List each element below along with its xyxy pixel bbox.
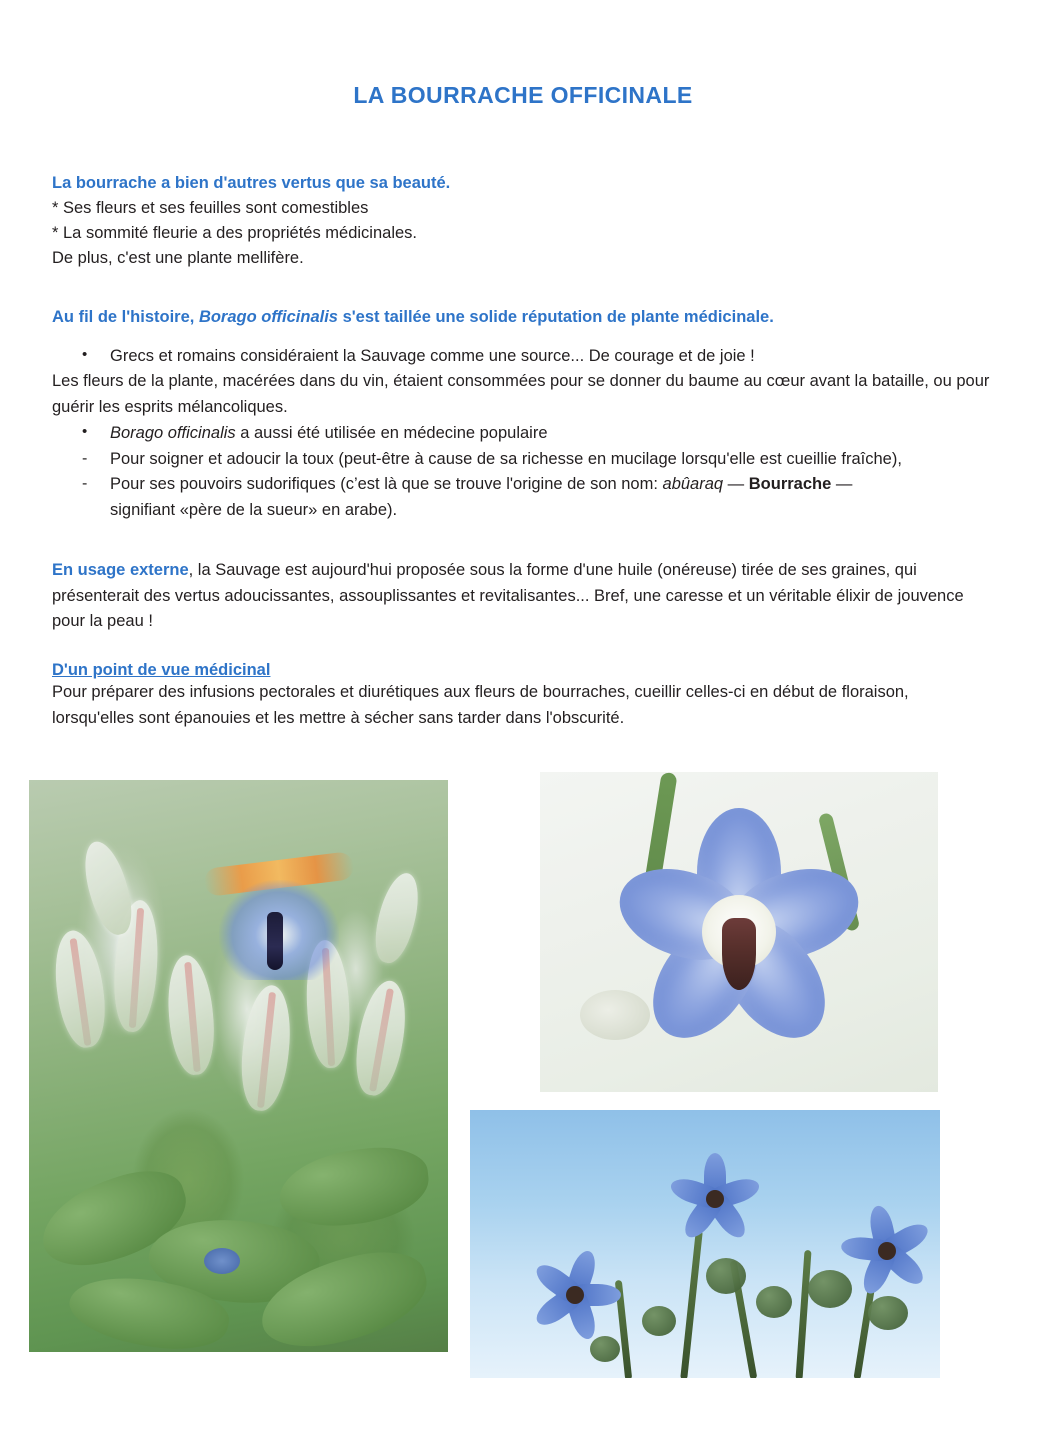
photo-sky-flower-1 bbox=[670, 1154, 760, 1244]
history-bullet-1: • Grecs et romains considéraient la Sauvage comme une source... De courage et de joie ! bbox=[52, 344, 994, 370]
external-use-paragraph bbox=[52, 558, 994, 635]
history-bullet-2 bbox=[52, 421, 994, 447]
photo-borage-closeup bbox=[540, 772, 938, 1092]
history-dash-2-line2: signifiant «père de la sueur» en arabe). bbox=[110, 501, 398, 520]
history-dash-2-dash: — bbox=[723, 475, 749, 494]
photo-closeup-anther-cone bbox=[722, 918, 756, 990]
history-dash-2-part1: Pour ses pouvoirs sudorifiques (c’est là que se trouve l'origine de son nom: bbox=[110, 475, 663, 494]
history-dash-2-arabic: abûaraq bbox=[662, 475, 724, 494]
lead-section bbox=[52, 171, 994, 271]
medical-heading: D'un point de vue médicinal bbox=[52, 661, 271, 680]
history-bullet-2-species: Borago officinalis bbox=[110, 423, 236, 442]
photo-closeup-bud bbox=[580, 990, 650, 1040]
external-use-text: , la Sauvage est aujourd'hui proposée sous la forme d'une huile (onéreuse) tirée de ses graines, qui présenterait des vertus adoucissantes, assouplissantes et revitalisantes... Bref, une caresse et un véritable élixir de jouvence pour la peau ! bbox=[52, 560, 964, 631]
history-dash-list bbox=[52, 447, 994, 524]
history-bullet-list-2 bbox=[52, 421, 994, 447]
history-heading-part2: s'est taillée une solide réputation de plante médicinale. bbox=[338, 307, 774, 326]
external-use-section bbox=[52, 558, 994, 635]
history-paragraph-1: Les fleurs de la plante, macérées dans du vin, étaient consommées pour se donner du baume au cœur avant la bataille, ou pour guérir les esprits mélancoliques. bbox=[52, 372, 990, 417]
history-bullet-list bbox=[52, 344, 994, 370]
photo-borage-field bbox=[29, 780, 448, 1352]
photo-field-anther bbox=[267, 912, 283, 970]
photo-sky-flower-2 bbox=[530, 1250, 620, 1340]
photo-gallery bbox=[52, 780, 994, 1380]
lead-line-3: De plus, c'est une plante mellifère. bbox=[52, 248, 304, 267]
history-bullet-2-rest: a aussi été utilisée en médecine populaire bbox=[235, 423, 548, 442]
history-dash-2 bbox=[52, 472, 994, 523]
photo-borage-sky bbox=[470, 1110, 940, 1378]
history-section bbox=[52, 305, 994, 524]
history-dash-2-bold: Bourrache bbox=[748, 475, 832, 494]
lead-heading: La bourrache a bien d'autres vertus que sa beauté. bbox=[52, 174, 451, 192]
page-title: LA BOURRACHE OFFICINALE bbox=[353, 82, 693, 108]
medical-section bbox=[52, 661, 994, 731]
history-dash-1: - Pour soigner et adoucir la toux (peut-être à cause de sa richesse en mucilage lorsqu'elle est cueillie fraîche), bbox=[52, 447, 994, 473]
medical-text: Pour préparer des infusions pectorales et diurétiques aux fleurs de bourraches, cueillir celles-ci en début de floraison, lorsqu'elles sont épanouies et les mettre à sécher sans tarder dans l'obscurité. bbox=[52, 683, 909, 727]
external-use-heading: En usage externe bbox=[52, 560, 189, 579]
history-heading bbox=[52, 305, 994, 330]
history-heading-species: Borago officinalis bbox=[198, 307, 338, 326]
lead-line-2: * La sommité fleurie a des propriétés médicinales. bbox=[52, 223, 418, 242]
lead-line-1: * Ses fleurs et ses feuilles sont comestibles bbox=[52, 198, 369, 217]
history-heading-part1: Au fil de l'histoire, bbox=[52, 307, 199, 326]
history-dash-2-end: — bbox=[831, 475, 853, 494]
photo-sky-flower-3 bbox=[842, 1206, 932, 1296]
